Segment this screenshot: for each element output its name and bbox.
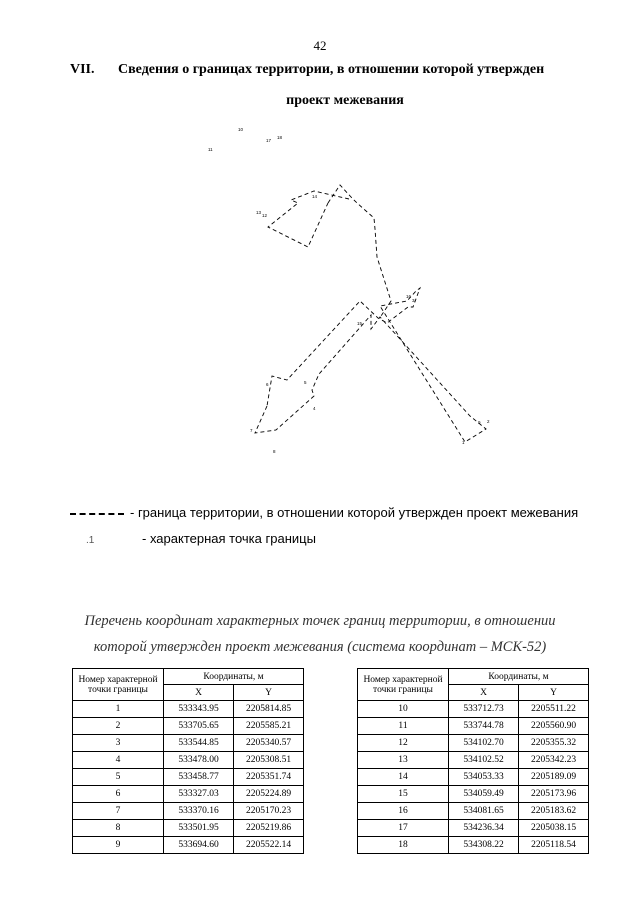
- legend-boundary: [70, 505, 578, 520]
- cell-x: 534053.33: [449, 769, 519, 786]
- header-y: Y: [519, 685, 589, 701]
- cell-n: 1: [73, 701, 164, 718]
- map-point-label: 7: [250, 428, 253, 433]
- boundary-map: [195, 118, 515, 463]
- cell-n: 4: [73, 752, 164, 769]
- table-row: [73, 803, 304, 820]
- cell-n: 6: [73, 786, 164, 803]
- header-point-number: Номер характерной точки границы: [358, 669, 449, 701]
- section-number: VII.: [70, 62, 95, 77]
- cell-x: 533705.65: [164, 718, 234, 735]
- boundary-outline: [255, 185, 486, 442]
- legend-point-text: - характерная точка границы: [142, 531, 316, 546]
- table-caption-line-1: Перечень координат характерных точек границ территории, в отношении: [84, 613, 556, 629]
- cell-n: 3: [73, 735, 164, 752]
- table-row: [73, 701, 304, 718]
- cell-x: 533744.78: [449, 718, 519, 735]
- cell-n: 5: [73, 769, 164, 786]
- point-sample-icon: .1: [86, 535, 95, 546]
- cell-x: 534102.70: [449, 735, 519, 752]
- header-y: Y: [234, 685, 304, 701]
- section-title-line-1: Сведения о границах территории, в отношении которой утвержден: [118, 62, 545, 77]
- table-row: [358, 786, 589, 803]
- table-row: [358, 820, 589, 837]
- cell-x: 533501.95: [164, 820, 234, 837]
- map-point-label: 3: [412, 298, 415, 303]
- cell-x: 534059.49: [449, 786, 519, 803]
- table-row: [358, 718, 589, 735]
- table-row: [73, 752, 304, 769]
- cell-n: 10: [358, 701, 449, 718]
- table-row: [73, 837, 304, 854]
- cell-n: 9: [73, 837, 164, 854]
- map-point-label: 15: [357, 321, 363, 326]
- cell-y: 2205355.32: [519, 735, 589, 752]
- cell-x: 533458.77: [164, 769, 234, 786]
- table-row: [358, 735, 589, 752]
- table-row: [358, 837, 589, 854]
- outline-north: [268, 191, 349, 247]
- cell-n: 17: [358, 820, 449, 837]
- cell-y: 2205585.21: [234, 718, 304, 735]
- cell-y: 2205511.22: [519, 701, 589, 718]
- cell-x: 533694.60: [164, 837, 234, 854]
- header-x: X: [164, 685, 234, 701]
- cell-n: 16: [358, 803, 449, 820]
- table-row: [358, 752, 589, 769]
- map-point-label: 13: [256, 210, 262, 215]
- map-point-label: 18: [277, 135, 283, 140]
- cell-x: 534308.22: [449, 837, 519, 854]
- map-point-label: 12: [262, 213, 268, 218]
- map-point-label: 11: [208, 147, 213, 152]
- cell-n: 12: [358, 735, 449, 752]
- cell-y: 2205173.96: [519, 786, 589, 803]
- map-point-label: 1: [462, 440, 465, 445]
- cell-n: 14: [358, 769, 449, 786]
- map-point-label: 9: [478, 420, 481, 425]
- cell-x: 534102.52: [449, 752, 519, 769]
- dashed-line-icon: [70, 513, 124, 515]
- map-point-label: 17: [266, 138, 272, 143]
- table-row: [358, 701, 589, 718]
- cell-x: 533712.73: [449, 701, 519, 718]
- cell-y: 2205183.62: [519, 803, 589, 820]
- header-coordinates: Координаты, м: [164, 669, 304, 685]
- cell-n: 18: [358, 837, 449, 854]
- cell-x: 534236.34: [449, 820, 519, 837]
- cell-n: 13: [358, 752, 449, 769]
- cell-y: 2205560.90: [519, 718, 589, 735]
- cell-x: 533478.00: [164, 752, 234, 769]
- map-point-label: 8: [273, 449, 276, 454]
- cell-x: 533343.95: [164, 701, 234, 718]
- cell-y: 2205351.74: [234, 769, 304, 786]
- table-row: [73, 718, 304, 735]
- cell-y: 2205189.09: [519, 769, 589, 786]
- cell-y: 2205170.23: [234, 803, 304, 820]
- cell-y: 2205522.14: [234, 837, 304, 854]
- legend-point: [86, 531, 316, 546]
- cell-x: 534081.65: [449, 803, 519, 820]
- map-point-label: 10: [238, 127, 244, 132]
- page-number: 42: [313, 38, 327, 53]
- cell-n: 2: [73, 718, 164, 735]
- outline-south: [255, 288, 486, 442]
- map-point-label: 5: [304, 380, 307, 385]
- coordinates-table-left: [72, 668, 304, 854]
- cell-y: 2205038.15: [519, 820, 589, 837]
- cell-y: 2205342.23: [519, 752, 589, 769]
- cell-y: 2205308.51: [234, 752, 304, 769]
- cell-y: 2205814.85: [234, 701, 304, 718]
- map-point-label: 4: [313, 406, 316, 411]
- cell-y: 2205340.57: [234, 735, 304, 752]
- cell-y: 2205118.54: [519, 837, 589, 854]
- legend-boundary-text: - граница территории, в отношении которой утвержден проект межевания: [130, 505, 579, 520]
- table-row: [358, 769, 589, 786]
- header-coordinates: Координаты, м: [449, 669, 589, 685]
- cell-n: 7: [73, 803, 164, 820]
- cell-x: 533370.16: [164, 803, 234, 820]
- cell-n: 8: [73, 820, 164, 837]
- section-title-line-2: проект межевания: [286, 93, 404, 108]
- table-row: [73, 769, 304, 786]
- header-x: X: [449, 685, 519, 701]
- coordinates-table-right: [357, 668, 589, 854]
- cell-n: 11: [358, 718, 449, 735]
- map-point-label: 16: [406, 294, 412, 299]
- cell-x: 533544.85: [164, 735, 234, 752]
- map-point-label: 6: [266, 382, 269, 387]
- map-point-label: 14: [312, 194, 318, 199]
- cell-x: 533327.03: [164, 786, 234, 803]
- cell-n: 15: [358, 786, 449, 803]
- table-row: [73, 786, 304, 803]
- table-row: [73, 735, 304, 752]
- outline-corridor: [328, 185, 391, 316]
- cell-y: 2205219.86: [234, 820, 304, 837]
- table-row: [358, 803, 589, 820]
- table-row: [73, 820, 304, 837]
- header-point-number: Номер характерной точки границы: [73, 669, 164, 701]
- map-point-label: 2: [487, 419, 490, 424]
- table-caption-line-2: которой утвержден проект межевания (система координат – МСК-52): [93, 639, 547, 655]
- cell-y: 2205224.89: [234, 786, 304, 803]
